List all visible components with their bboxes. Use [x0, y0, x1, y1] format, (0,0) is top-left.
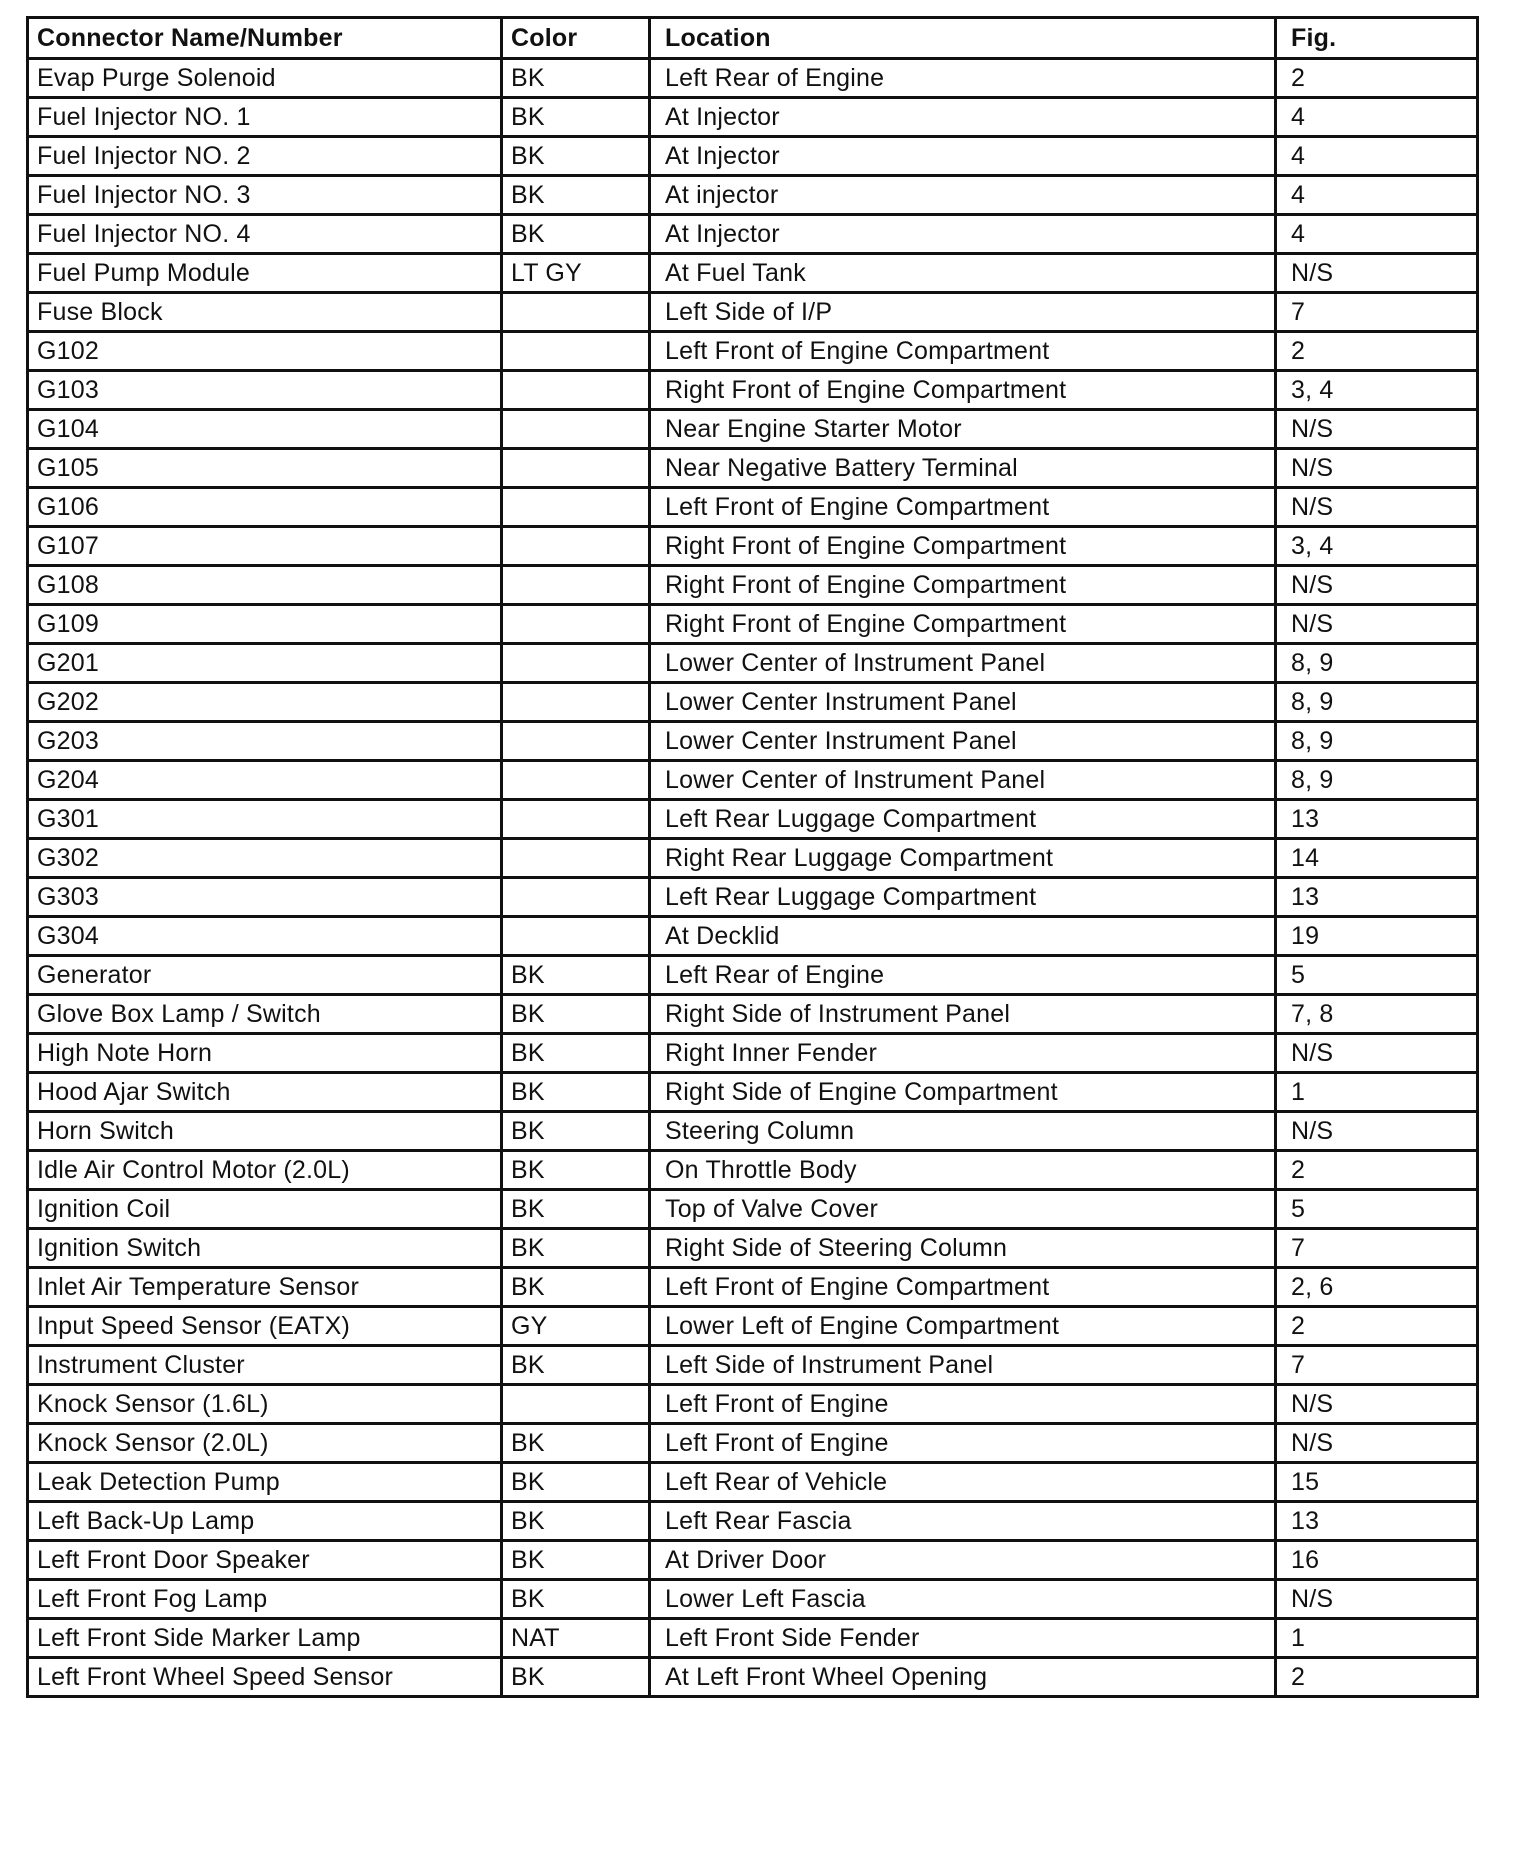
cell-connector-name: G302	[28, 839, 502, 878]
cell-color: BK	[502, 137, 650, 176]
cell-location: At Injector	[650, 137, 1276, 176]
cell-location: Near Negative Battery Terminal	[650, 449, 1276, 488]
cell-location: Lower Center of Instrument Panel	[650, 761, 1276, 800]
cell-fig: N/S	[1276, 1385, 1478, 1424]
cell-fig: 1	[1276, 1073, 1478, 1112]
cell-color: BK	[502, 995, 650, 1034]
table-row	[28, 566, 1478, 605]
cell-color	[502, 527, 650, 566]
cell-fig: 7, 8	[1276, 995, 1478, 1034]
cell-location: Left Rear of Engine	[650, 59, 1276, 98]
cell-fig: 7	[1276, 1346, 1478, 1385]
cell-fig: N/S	[1276, 449, 1478, 488]
cell-location: Right Front of Engine Compartment	[650, 566, 1276, 605]
table-row	[28, 1580, 1478, 1619]
cell-connector-name: Inlet Air Temperature Sensor	[28, 1268, 502, 1307]
cell-connector-name: Fuel Injector NO. 3	[28, 176, 502, 215]
cell-fig: 4	[1276, 215, 1478, 254]
cell-color: BK	[502, 1268, 650, 1307]
cell-fig: 8, 9	[1276, 683, 1478, 722]
cell-connector-name: Left Front Fog Lamp	[28, 1580, 502, 1619]
cell-fig: 1	[1276, 1619, 1478, 1658]
cell-connector-name: Knock Sensor (2.0L)	[28, 1424, 502, 1463]
cell-location: Left Rear Luggage Compartment	[650, 800, 1276, 839]
cell-connector-name: G103	[28, 371, 502, 410]
cell-location: Right Side of Steering Column	[650, 1229, 1276, 1268]
cell-fig: 2	[1276, 1151, 1478, 1190]
cell-location: Lower Left Fascia	[650, 1580, 1276, 1619]
cell-location: Right Rear Luggage Compartment	[650, 839, 1276, 878]
header-location: Location	[650, 18, 1276, 59]
table-row	[28, 761, 1478, 800]
cell-fig: 13	[1276, 878, 1478, 917]
table-row	[28, 1385, 1478, 1424]
table-row	[28, 449, 1478, 488]
cell-connector-name: G201	[28, 644, 502, 683]
cell-color	[502, 878, 650, 917]
cell-location: Right Front of Engine Compartment	[650, 605, 1276, 644]
cell-connector-name: G301	[28, 800, 502, 839]
table-row	[28, 995, 1478, 1034]
cell-color: GY	[502, 1307, 650, 1346]
cell-color	[502, 449, 650, 488]
cell-fig: 2	[1276, 332, 1478, 371]
cell-connector-name: G107	[28, 527, 502, 566]
cell-fig: 8, 9	[1276, 722, 1478, 761]
table-row	[28, 1268, 1478, 1307]
cell-connector-name: Hood Ajar Switch	[28, 1073, 502, 1112]
cell-location: Left Rear Luggage Compartment	[650, 878, 1276, 917]
cell-location: At Injector	[650, 98, 1276, 137]
table-row	[28, 800, 1478, 839]
cell-color	[502, 332, 650, 371]
table-row	[28, 293, 1478, 332]
table-row	[28, 488, 1478, 527]
table-row	[28, 1541, 1478, 1580]
cell-fig: 4	[1276, 98, 1478, 137]
cell-location: At Left Front Wheel Opening	[650, 1658, 1276, 1697]
cell-fig: 7	[1276, 1229, 1478, 1268]
cell-color	[502, 488, 650, 527]
table-row	[28, 137, 1478, 176]
cell-connector-name: Knock Sensor (1.6L)	[28, 1385, 502, 1424]
cell-connector-name: Fuel Pump Module	[28, 254, 502, 293]
cell-color: NAT	[502, 1619, 650, 1658]
cell-connector-name: Left Front Side Marker Lamp	[28, 1619, 502, 1658]
cell-color: BK	[502, 1424, 650, 1463]
cell-connector-name: G203	[28, 722, 502, 761]
cell-location: Left Side of Instrument Panel	[650, 1346, 1276, 1385]
cell-color: BK	[502, 1151, 650, 1190]
table-row	[28, 644, 1478, 683]
cell-color: BK	[502, 956, 650, 995]
table-row	[28, 1073, 1478, 1112]
cell-fig: N/S	[1276, 1580, 1478, 1619]
cell-fig: 14	[1276, 839, 1478, 878]
cell-color	[502, 371, 650, 410]
table-row	[28, 527, 1478, 566]
cell-fig: 8, 9	[1276, 761, 1478, 800]
cell-location: Left Front of Engine	[650, 1424, 1276, 1463]
cell-connector-name: G102	[28, 332, 502, 371]
cell-location: Lower Left of Engine Compartment	[650, 1307, 1276, 1346]
cell-connector-name: Idle Air Control Motor (2.0L)	[28, 1151, 502, 1190]
table-row	[28, 332, 1478, 371]
cell-fig: N/S	[1276, 1424, 1478, 1463]
cell-connector-name: Fuel Injector NO. 2	[28, 137, 502, 176]
cell-fig: N/S	[1276, 1112, 1478, 1151]
cell-connector-name: G109	[28, 605, 502, 644]
cell-fig: N/S	[1276, 488, 1478, 527]
table-row	[28, 683, 1478, 722]
cell-location: Right Side of Instrument Panel	[650, 995, 1276, 1034]
cell-color: BK	[502, 1346, 650, 1385]
cell-location: Left Front of Engine Compartment	[650, 488, 1276, 527]
cell-fig: 2	[1276, 1658, 1478, 1697]
cell-fig: 15	[1276, 1463, 1478, 1502]
cell-location: At Driver Door	[650, 1541, 1276, 1580]
table-row	[28, 956, 1478, 995]
cell-color	[502, 761, 650, 800]
cell-location: Near Engine Starter Motor	[650, 410, 1276, 449]
cell-connector-name: G303	[28, 878, 502, 917]
cell-fig: 13	[1276, 1502, 1478, 1541]
table-row	[28, 1658, 1478, 1697]
cell-location: Lower Center Instrument Panel	[650, 722, 1276, 761]
cell-connector-name: Glove Box Lamp / Switch	[28, 995, 502, 1034]
table-row	[28, 1229, 1478, 1268]
cell-fig: 5	[1276, 1190, 1478, 1229]
cell-location: Left Front of Engine Compartment	[650, 1268, 1276, 1307]
cell-connector-name: Left Front Door Speaker	[28, 1541, 502, 1580]
cell-fig: 8, 9	[1276, 644, 1478, 683]
cell-connector-name: G106	[28, 488, 502, 527]
table-row	[28, 839, 1478, 878]
cell-connector-name: Fuse Block	[28, 293, 502, 332]
table-row	[28, 1112, 1478, 1151]
table-row	[28, 254, 1478, 293]
cell-location: On Throttle Body	[650, 1151, 1276, 1190]
cell-fig: 2	[1276, 59, 1478, 98]
cell-location: At Decklid	[650, 917, 1276, 956]
cell-color: BK	[502, 215, 650, 254]
cell-connector-name: G105	[28, 449, 502, 488]
table-row	[28, 1619, 1478, 1658]
cell-color	[502, 293, 650, 332]
cell-color: BK	[502, 1580, 650, 1619]
header-row	[28, 18, 1478, 59]
cell-location: Steering Column	[650, 1112, 1276, 1151]
cell-connector-name: Input Speed Sensor (EATX)	[28, 1307, 502, 1346]
header-color: Color	[502, 18, 650, 59]
table-row	[28, 1463, 1478, 1502]
cell-connector-name: Ignition Switch	[28, 1229, 502, 1268]
cell-fig: 19	[1276, 917, 1478, 956]
table-row	[28, 410, 1478, 449]
table-row	[28, 98, 1478, 137]
cell-color: BK	[502, 1463, 650, 1502]
cell-location: Lower Center of Instrument Panel	[650, 644, 1276, 683]
cell-color: BK	[502, 1112, 650, 1151]
cell-connector-name: Fuel Injector NO. 4	[28, 215, 502, 254]
table-row	[28, 917, 1478, 956]
cell-connector-name: Generator	[28, 956, 502, 995]
cell-connector-name: G202	[28, 683, 502, 722]
cell-color: BK	[502, 1658, 650, 1697]
cell-color	[502, 917, 650, 956]
cell-connector-name: G304	[28, 917, 502, 956]
cell-connector-name: Leak Detection Pump	[28, 1463, 502, 1502]
cell-color	[502, 1385, 650, 1424]
cell-color	[502, 566, 650, 605]
cell-location: Right Front of Engine Compartment	[650, 527, 1276, 566]
table-row	[28, 1034, 1478, 1073]
connector-table	[26, 16, 1479, 1698]
cell-location: Left Rear of Vehicle	[650, 1463, 1276, 1502]
cell-fig: N/S	[1276, 410, 1478, 449]
cell-color: BK	[502, 1190, 650, 1229]
table-row	[28, 1424, 1478, 1463]
cell-location: Left Rear of Engine	[650, 956, 1276, 995]
cell-location: Left Rear Fascia	[650, 1502, 1276, 1541]
cell-fig: N/S	[1276, 1034, 1478, 1073]
cell-color: BK	[502, 176, 650, 215]
cell-location: Lower Center Instrument Panel	[650, 683, 1276, 722]
table-row	[28, 878, 1478, 917]
table-row	[28, 605, 1478, 644]
cell-connector-name: G104	[28, 410, 502, 449]
header-name: Connector Name/Number	[28, 18, 502, 59]
cell-location: At Fuel Tank	[650, 254, 1276, 293]
cell-connector-name: Instrument Cluster	[28, 1346, 502, 1385]
cell-fig: 4	[1276, 137, 1478, 176]
cell-connector-name: Fuel Injector NO. 1	[28, 98, 502, 137]
cell-fig: 3, 4	[1276, 527, 1478, 566]
cell-connector-name: Ignition Coil	[28, 1190, 502, 1229]
cell-connector-name: G204	[28, 761, 502, 800]
cell-location: Left Front of Engine	[650, 1385, 1276, 1424]
table-row	[28, 176, 1478, 215]
table-row	[28, 1502, 1478, 1541]
cell-connector-name: G108	[28, 566, 502, 605]
cell-color: BK	[502, 1034, 650, 1073]
table-row	[28, 1307, 1478, 1346]
cell-fig: N/S	[1276, 254, 1478, 293]
cell-location: Right Inner Fender	[650, 1034, 1276, 1073]
cell-location: Right Side of Engine Compartment	[650, 1073, 1276, 1112]
cell-color: BK	[502, 1229, 650, 1268]
cell-location: Right Front of Engine Compartment	[650, 371, 1276, 410]
cell-color	[502, 605, 650, 644]
cell-color: BK	[502, 1073, 650, 1112]
cell-connector-name: High Note Horn	[28, 1034, 502, 1073]
cell-color: LT GY	[502, 254, 650, 293]
cell-fig: 16	[1276, 1541, 1478, 1580]
cell-fig: 2, 6	[1276, 1268, 1478, 1307]
cell-fig: N/S	[1276, 566, 1478, 605]
cell-location: Left Side of I/P	[650, 293, 1276, 332]
cell-fig: 7	[1276, 293, 1478, 332]
cell-location: Top of Valve Cover	[650, 1190, 1276, 1229]
cell-color	[502, 722, 650, 761]
table-row	[28, 1151, 1478, 1190]
header-fig: Fig.	[1276, 18, 1478, 59]
cell-color	[502, 644, 650, 683]
table-row	[28, 371, 1478, 410]
cell-color	[502, 839, 650, 878]
cell-color: BK	[502, 98, 650, 137]
cell-connector-name: Evap Purge Solenoid	[28, 59, 502, 98]
cell-color	[502, 800, 650, 839]
connector-table-sheet	[26, 16, 1476, 1698]
cell-fig: N/S	[1276, 605, 1478, 644]
table-row	[28, 215, 1478, 254]
cell-fig: 2	[1276, 1307, 1478, 1346]
cell-connector-name: Horn Switch	[28, 1112, 502, 1151]
table-body	[28, 59, 1478, 1697]
cell-location: At injector	[650, 176, 1276, 215]
table-row	[28, 59, 1478, 98]
cell-connector-name: Left Front Wheel Speed Sensor	[28, 1658, 502, 1697]
cell-color: BK	[502, 59, 650, 98]
cell-connector-name: Left Back-Up Lamp	[28, 1502, 502, 1541]
cell-color: BK	[502, 1541, 650, 1580]
cell-location: Left Front of Engine Compartment	[650, 332, 1276, 371]
cell-color	[502, 683, 650, 722]
cell-location: At Injector	[650, 215, 1276, 254]
cell-color	[502, 410, 650, 449]
cell-fig: 5	[1276, 956, 1478, 995]
cell-color: BK	[502, 1502, 650, 1541]
cell-fig: 3, 4	[1276, 371, 1478, 410]
cell-fig: 4	[1276, 176, 1478, 215]
cell-fig: 13	[1276, 800, 1478, 839]
table-row	[28, 722, 1478, 761]
table-row	[28, 1346, 1478, 1385]
cell-location: Left Front Side Fender	[650, 1619, 1276, 1658]
table-row	[28, 1190, 1478, 1229]
